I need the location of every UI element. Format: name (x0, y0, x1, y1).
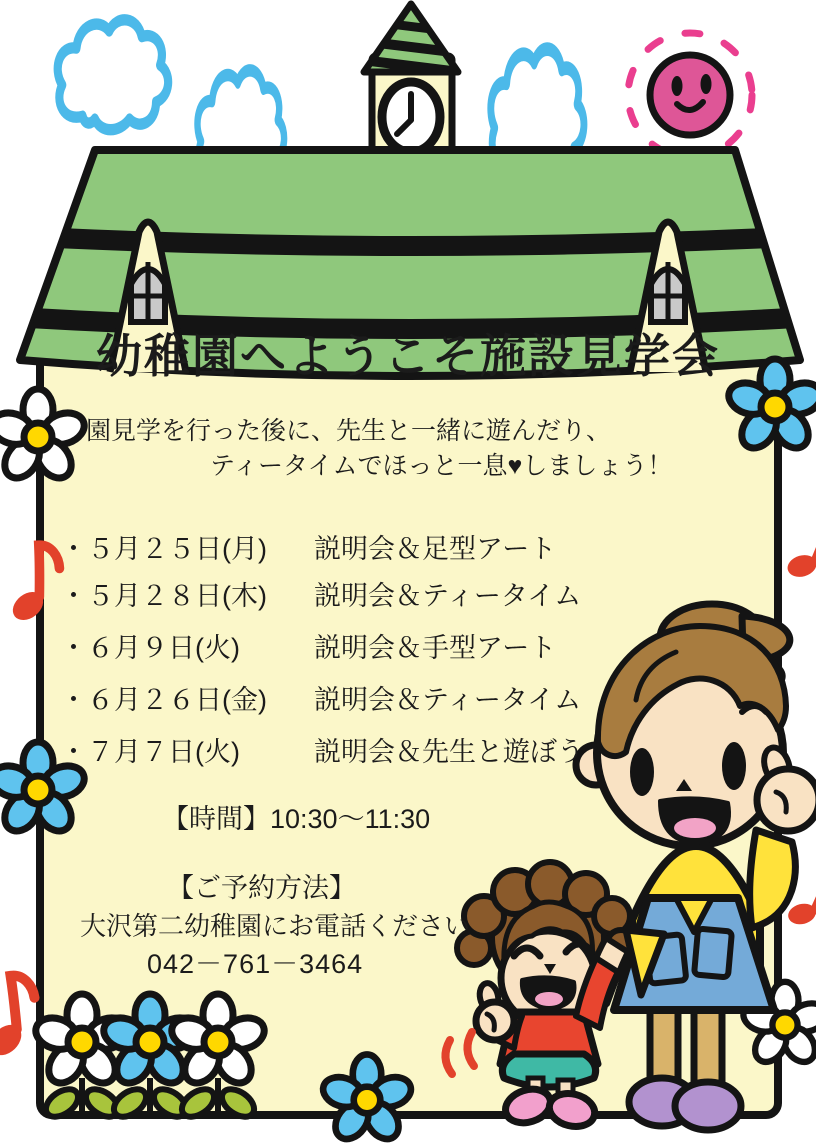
schedule-row (0, 527, 816, 564)
subtitle-line-2: ティータイムでほっと一息♥しましょう！ (210, 452, 673, 480)
teacher-raised-arm (750, 830, 796, 928)
schedule-program: 説明会＆ティータイム (314, 685, 582, 715)
schedule-program: 説明会＆手型アート (314, 633, 557, 663)
time-info: 【時間】10:30～11:30 (162, 804, 431, 834)
child-skirt (502, 1054, 595, 1087)
poster-title: 幼稚園へようこそ施設見学会 (96, 330, 720, 382)
schedule-program: 説明会＆ティータイム (314, 581, 582, 611)
schedule-date: ・６月２６日(金) (60, 685, 267, 715)
phone-number: 042－761－3464 (147, 949, 364, 979)
schedule-date: ・５月２５日(月) (60, 534, 267, 564)
cloud-icon (58, 20, 168, 130)
schedule-program: 説明会＆先生と遊ぼう (314, 737, 584, 767)
schedule-date: ・５月２８日(木) (60, 581, 267, 611)
schedule-row (0, 626, 816, 663)
schedule-date: ・７月７日(火) (60, 737, 240, 767)
schedule-date: ・６月９日(火) (60, 633, 240, 663)
subtitle-line-1: 園見学を行った後に、先生と一緒に遊んだり、 (86, 417, 612, 445)
schedule-program: 説明会＆足型アート (314, 534, 557, 564)
teacher-shoe (675, 1082, 741, 1130)
reservation-instruction: 大沢第二幼稚園にお電話ください (80, 911, 471, 941)
clock-tower (352, 4, 468, 166)
schedule-row (0, 574, 816, 611)
reservation-heading: 【ご予約方法】 (167, 873, 356, 903)
schedule-row (0, 730, 816, 767)
schedule-row (0, 678, 816, 715)
smiling-sun-icon (628, 33, 752, 157)
